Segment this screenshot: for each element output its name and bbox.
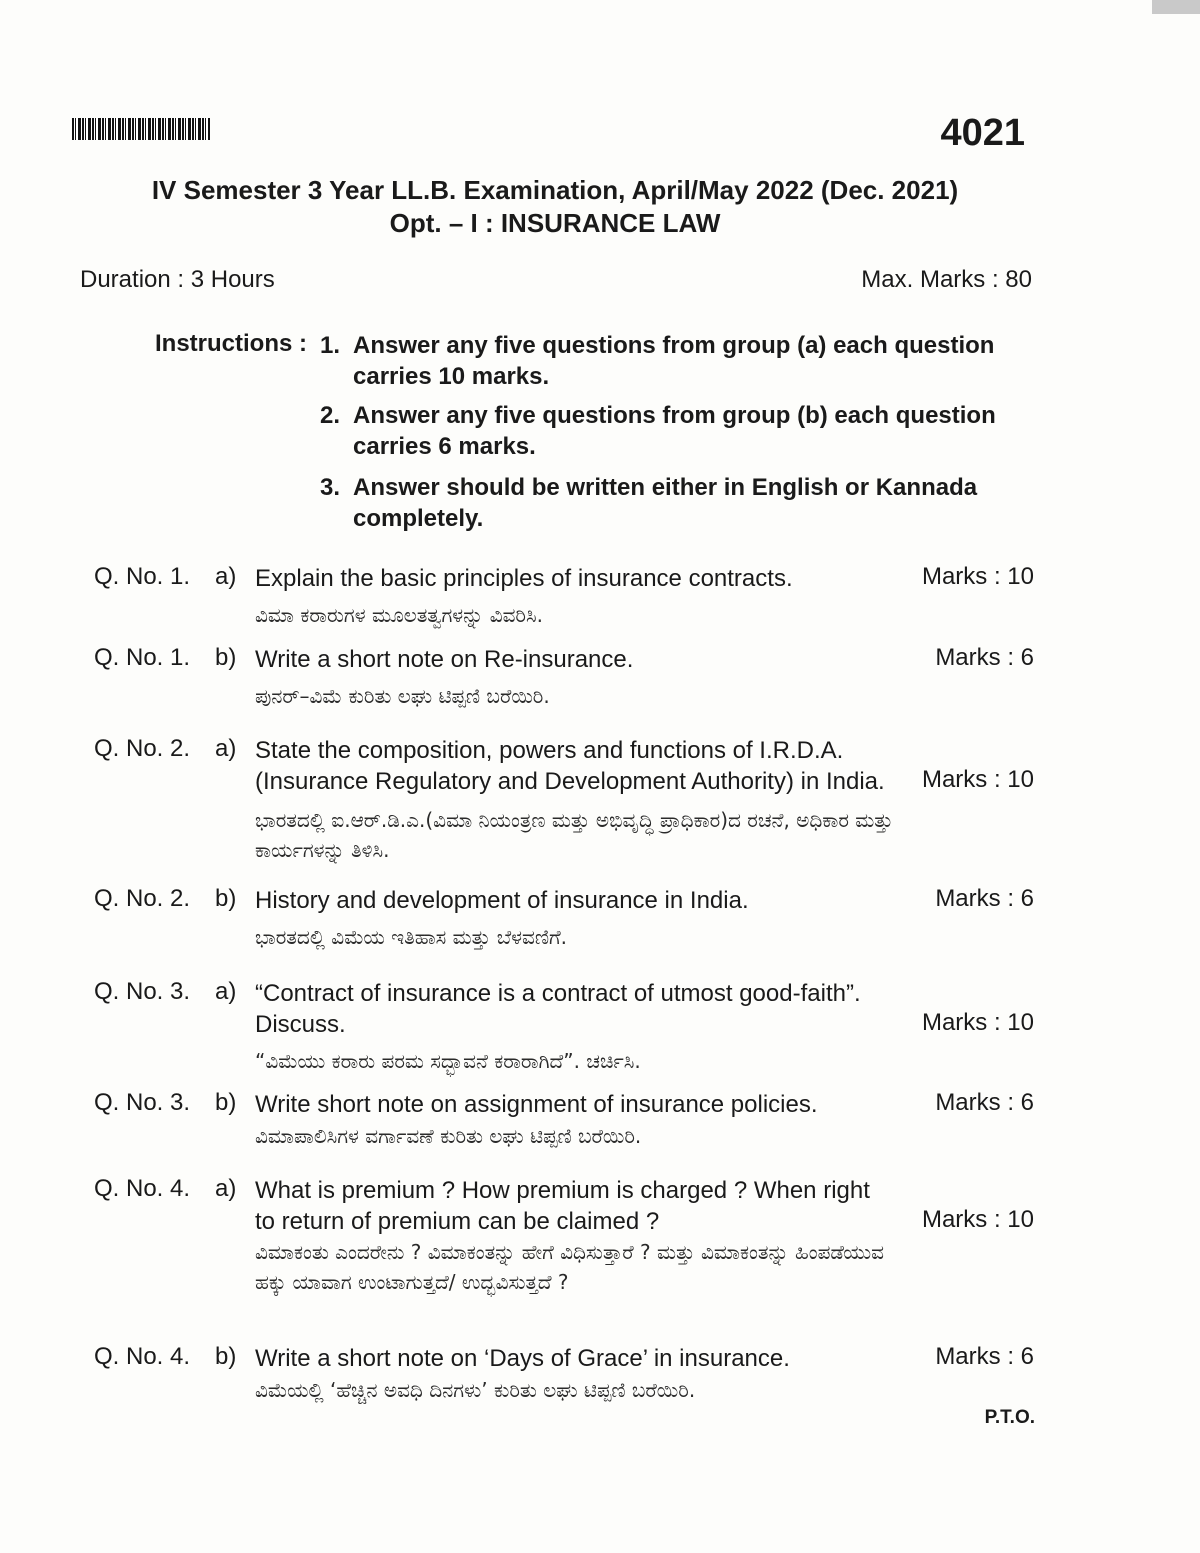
question-number: Q. No. 3. [94, 1089, 191, 1116]
question-number: Q. No. 4. [94, 1343, 191, 1370]
question-marks: Marks : 6 [935, 885, 1034, 912]
question-text-english: Write a short note on ‘Days of Grace’ in insurance. [255, 1345, 790, 1372]
question-marks: Marks : 6 [935, 644, 1034, 671]
question-text-kannada: ಪುನರ್–ವಿಮೆ ಕುರಿತು ಲಘು ಟಿಪ್ಪಣಿ ಬರೆಯಿರಿ. [255, 684, 550, 708]
pto-label: P.T.O. [984, 1407, 1035, 1428]
question-part: b) [215, 885, 237, 912]
question-text-kannada: ವಿಮಾಪಾಲಿಸಿಗಳ ವರ್ಗಾವಣೆ ಕುರಿತು ಲಘು ಟಿಪ್ಪಣಿ ಬರೆಯಿರಿ. [255, 1124, 642, 1148]
question-number: Q. No. 2. [94, 735, 191, 762]
max-marks: Max. Marks : 80 [861, 266, 1032, 293]
instruction-text: Answer any five questions from group (b) each question carries 6 marks. [353, 402, 996, 460]
instruction-item [320, 472, 1000, 534]
instruction-item [320, 400, 1000, 462]
instruction-text: Answer should be written either in English or Kannada completely. [353, 474, 978, 532]
duration: Duration : 3 Hours [80, 266, 275, 293]
question-text-kannada: ವಿಮೆಯಲ್ಲಿ ‘ಹೆಚ್ಚಿನ ಅವಧಿ ದಿನಗಳು’ ಕುರಿತು ಲಘು ಟಿಪ್ಪಣಿ ಬರೆಯಿರಿ. [255, 1378, 696, 1402]
question-text-english: Explain the basic principles of insurance contracts. [255, 565, 793, 592]
question-part: b) [215, 1089, 237, 1116]
question-text-english: State the composition, powers and functions of I.R.D.A. (Insurance Regulatory and Development Authority) in India. [255, 737, 885, 795]
question-marks: Marks : 10 [921, 563, 1034, 590]
question-part: b) [215, 644, 237, 671]
question-marks: Marks : 6 [935, 1089, 1034, 1116]
scan-edge [1152, 0, 1200, 14]
question-text-english: Write a short note on Re-insurance. [255, 646, 634, 673]
barcode [72, 118, 210, 140]
question-text-kannada: “ವಿಮೆಯು ಕರಾರು ಪರಮ ಸದ್ಭಾವನೆ ಕರಾರಾಗಿದೆ”. ಚರ್ಚಿಸಿ. [255, 1049, 641, 1073]
question-marks: Marks : 10 [921, 1206, 1034, 1233]
instruction-number: 3. [320, 474, 341, 501]
question-number: Q. No. 1. [94, 563, 191, 590]
instruction-item [320, 330, 1000, 392]
question-marks: Marks : 10 [921, 1009, 1034, 1036]
question-text-english: Write short note on assignment of insurance policies. [255, 1091, 818, 1118]
question-text-english: History and development of insurance in India. [255, 887, 749, 914]
question-text-kannada: ವಿಮಾ ಕರಾರುಗಳ ಮೂಲತತ್ವಗಳನ್ನು ವಿವರಿಸಿ. [255, 603, 543, 627]
question-text-english: “Contract of insurance is a contract of utmost good-faith”. Discuss. [255, 980, 861, 1038]
question-number: Q. No. 1. [94, 644, 191, 671]
question-part: a) [215, 563, 237, 590]
question-part: b) [215, 1343, 237, 1370]
paper-code: 4021 [940, 112, 1025, 154]
instruction-number: 2. [320, 402, 341, 429]
instruction-text: Answer any five questions from group (a) each question carries 10 marks. [353, 332, 995, 390]
question-number: Q. No. 3. [94, 978, 191, 1005]
question-text-kannada: ಭಾರತದಲ್ಲಿ ವಿಮೆಯ ಇತಿಹಾಸ ಮತ್ತು ಬೆಳವಣಿಗೆ. [255, 925, 567, 949]
question-marks: Marks : 10 [921, 766, 1034, 793]
exam-title: IV Semester 3 Year LL.B. Examination, April/May 2022 (Dec. 2021) [151, 175, 959, 205]
question-number: Q. No. 4. [94, 1175, 191, 1202]
subject-title: Opt. – I : INSURANCE LAW [389, 208, 721, 238]
question-part: a) [215, 1175, 237, 1202]
question-marks: Marks : 6 [935, 1343, 1034, 1370]
question-part: a) [215, 978, 237, 1005]
question-part: a) [215, 735, 237, 762]
question-text-english: What is premium ? How premium is charged ? When right to return of premium can be claimed ? [255, 1177, 870, 1235]
instructions-label: Instructions : [155, 330, 308, 357]
question-number: Q. No. 2. [94, 885, 191, 912]
question-text-kannada: ವಿಮಾಕಂತು ಎಂದರೇನು ? ವಿಮಾಕಂತನ್ನು ಹೇಗೆ ವಿಧಿಸುತ್ತಾರೆ ? ಮತ್ತು ವಿಮಾಕಂತನ್ನು ಹಿಂಪಡೆಯುವ ಹಕ್ಕು ಯಾವಾಗ ಉಂಟಾಗುತ್ತದೆ/ ಉದ್ಭವಿಸುತ್ತದೆ ? [255, 1240, 884, 1294]
question-text-kannada: ಭಾರತದಲ್ಲಿ ಐ.ಆರ್.ಡಿ.ಎ.(ವಿಮಾ ನಿಯಂತ್ರಣ ಮತ್ತು ಅಭಿವೃದ್ಧಿ ಪ್ರಾಧಿಕಾರ)ದ ರಚನೆ, ಅಧಿಕಾರ ಮತ್ತು ಕಾರ್ಯಗಳನ್ನು ತಿಳಿಸಿ. [255, 808, 893, 862]
instruction-number: 1. [320, 332, 341, 359]
